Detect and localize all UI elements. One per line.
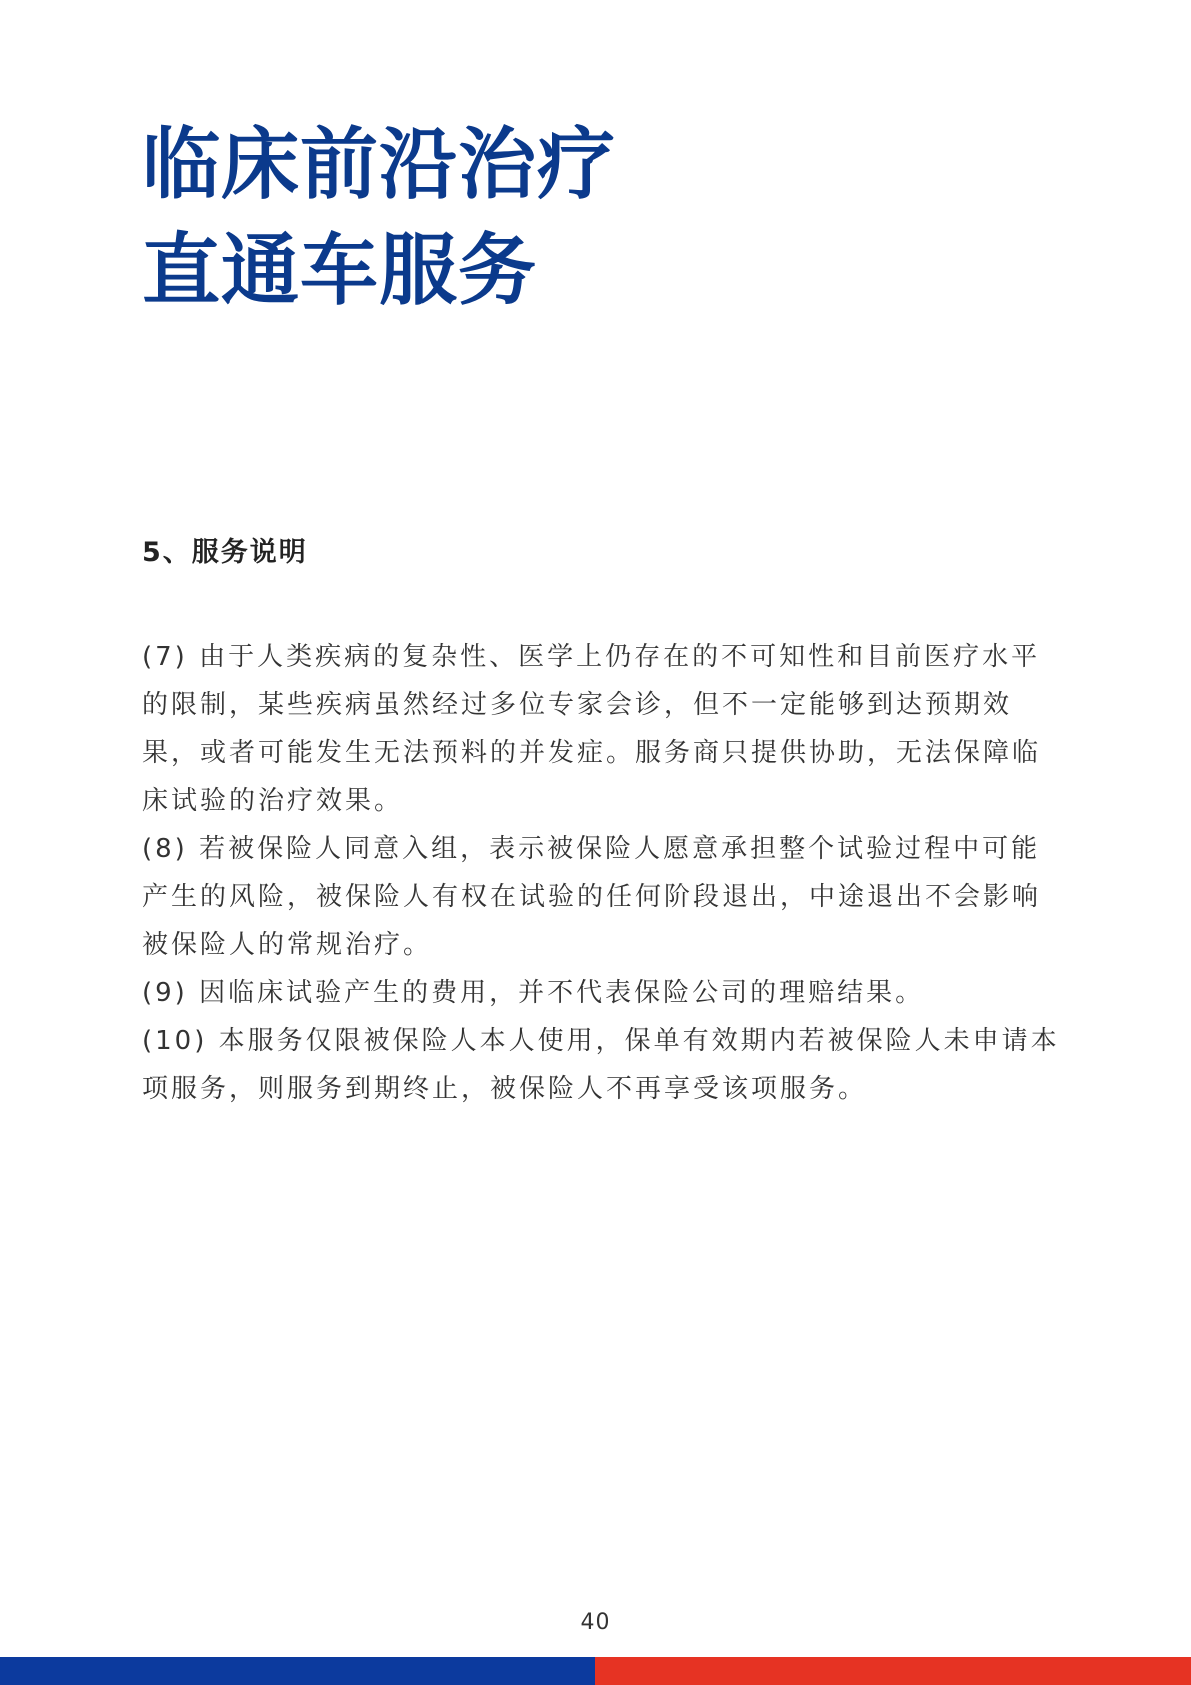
body-line: 的限制，某些疾病虽然经过多位专家会诊，但不一定能够到达预期效 <box>142 690 1013 720</box>
body-line: (10) 本服务仅限被保险人本人使用，保单有效期内若被保险人未申请本 <box>142 1026 1060 1056</box>
page-title <box>142 112 616 324</box>
body-line: 果，或者可能发生无法预料的并发症。服务商只提供协助，无法保障临 <box>142 738 1042 768</box>
page-number: 40 <box>580 1610 611 1635</box>
footer-bar-blue-segment <box>0 1657 595 1685</box>
footer-bar-red-segment <box>595 1657 1191 1685</box>
body-line: (8) 若被保险人同意入组，表示被保险人愿意承担整个试验过程中可能 <box>142 834 1041 864</box>
body-line: 项服务，则服务到期终止，被保险人不再享受该项服务。 <box>142 1074 868 1104</box>
body-line: 被保险人的常规治疗。 <box>142 930 433 960</box>
service-description-body <box>142 633 1122 1113</box>
page-title-line-2: 直通车服务 <box>142 226 538 316</box>
footer-color-bar <box>0 1657 1191 1685</box>
page-title-line-1: 临床前沿治疗 <box>142 120 617 210</box>
body-line: (9) 因临床试验产生的费用，并不代表保险公司的理赔结果。 <box>142 978 925 1008</box>
body-line: 产生的风险，被保险人有权在试验的任何阶段退出，中途退出不会影响 <box>142 882 1042 912</box>
body-line: 床试验的治疗效果。 <box>142 786 404 816</box>
body-line: (7) 由于人类疾病的复杂性、医学上仍存在的不可知性和目前医疗水平 <box>142 642 1041 672</box>
section-heading: 5、服务说明 <box>142 537 308 568</box>
